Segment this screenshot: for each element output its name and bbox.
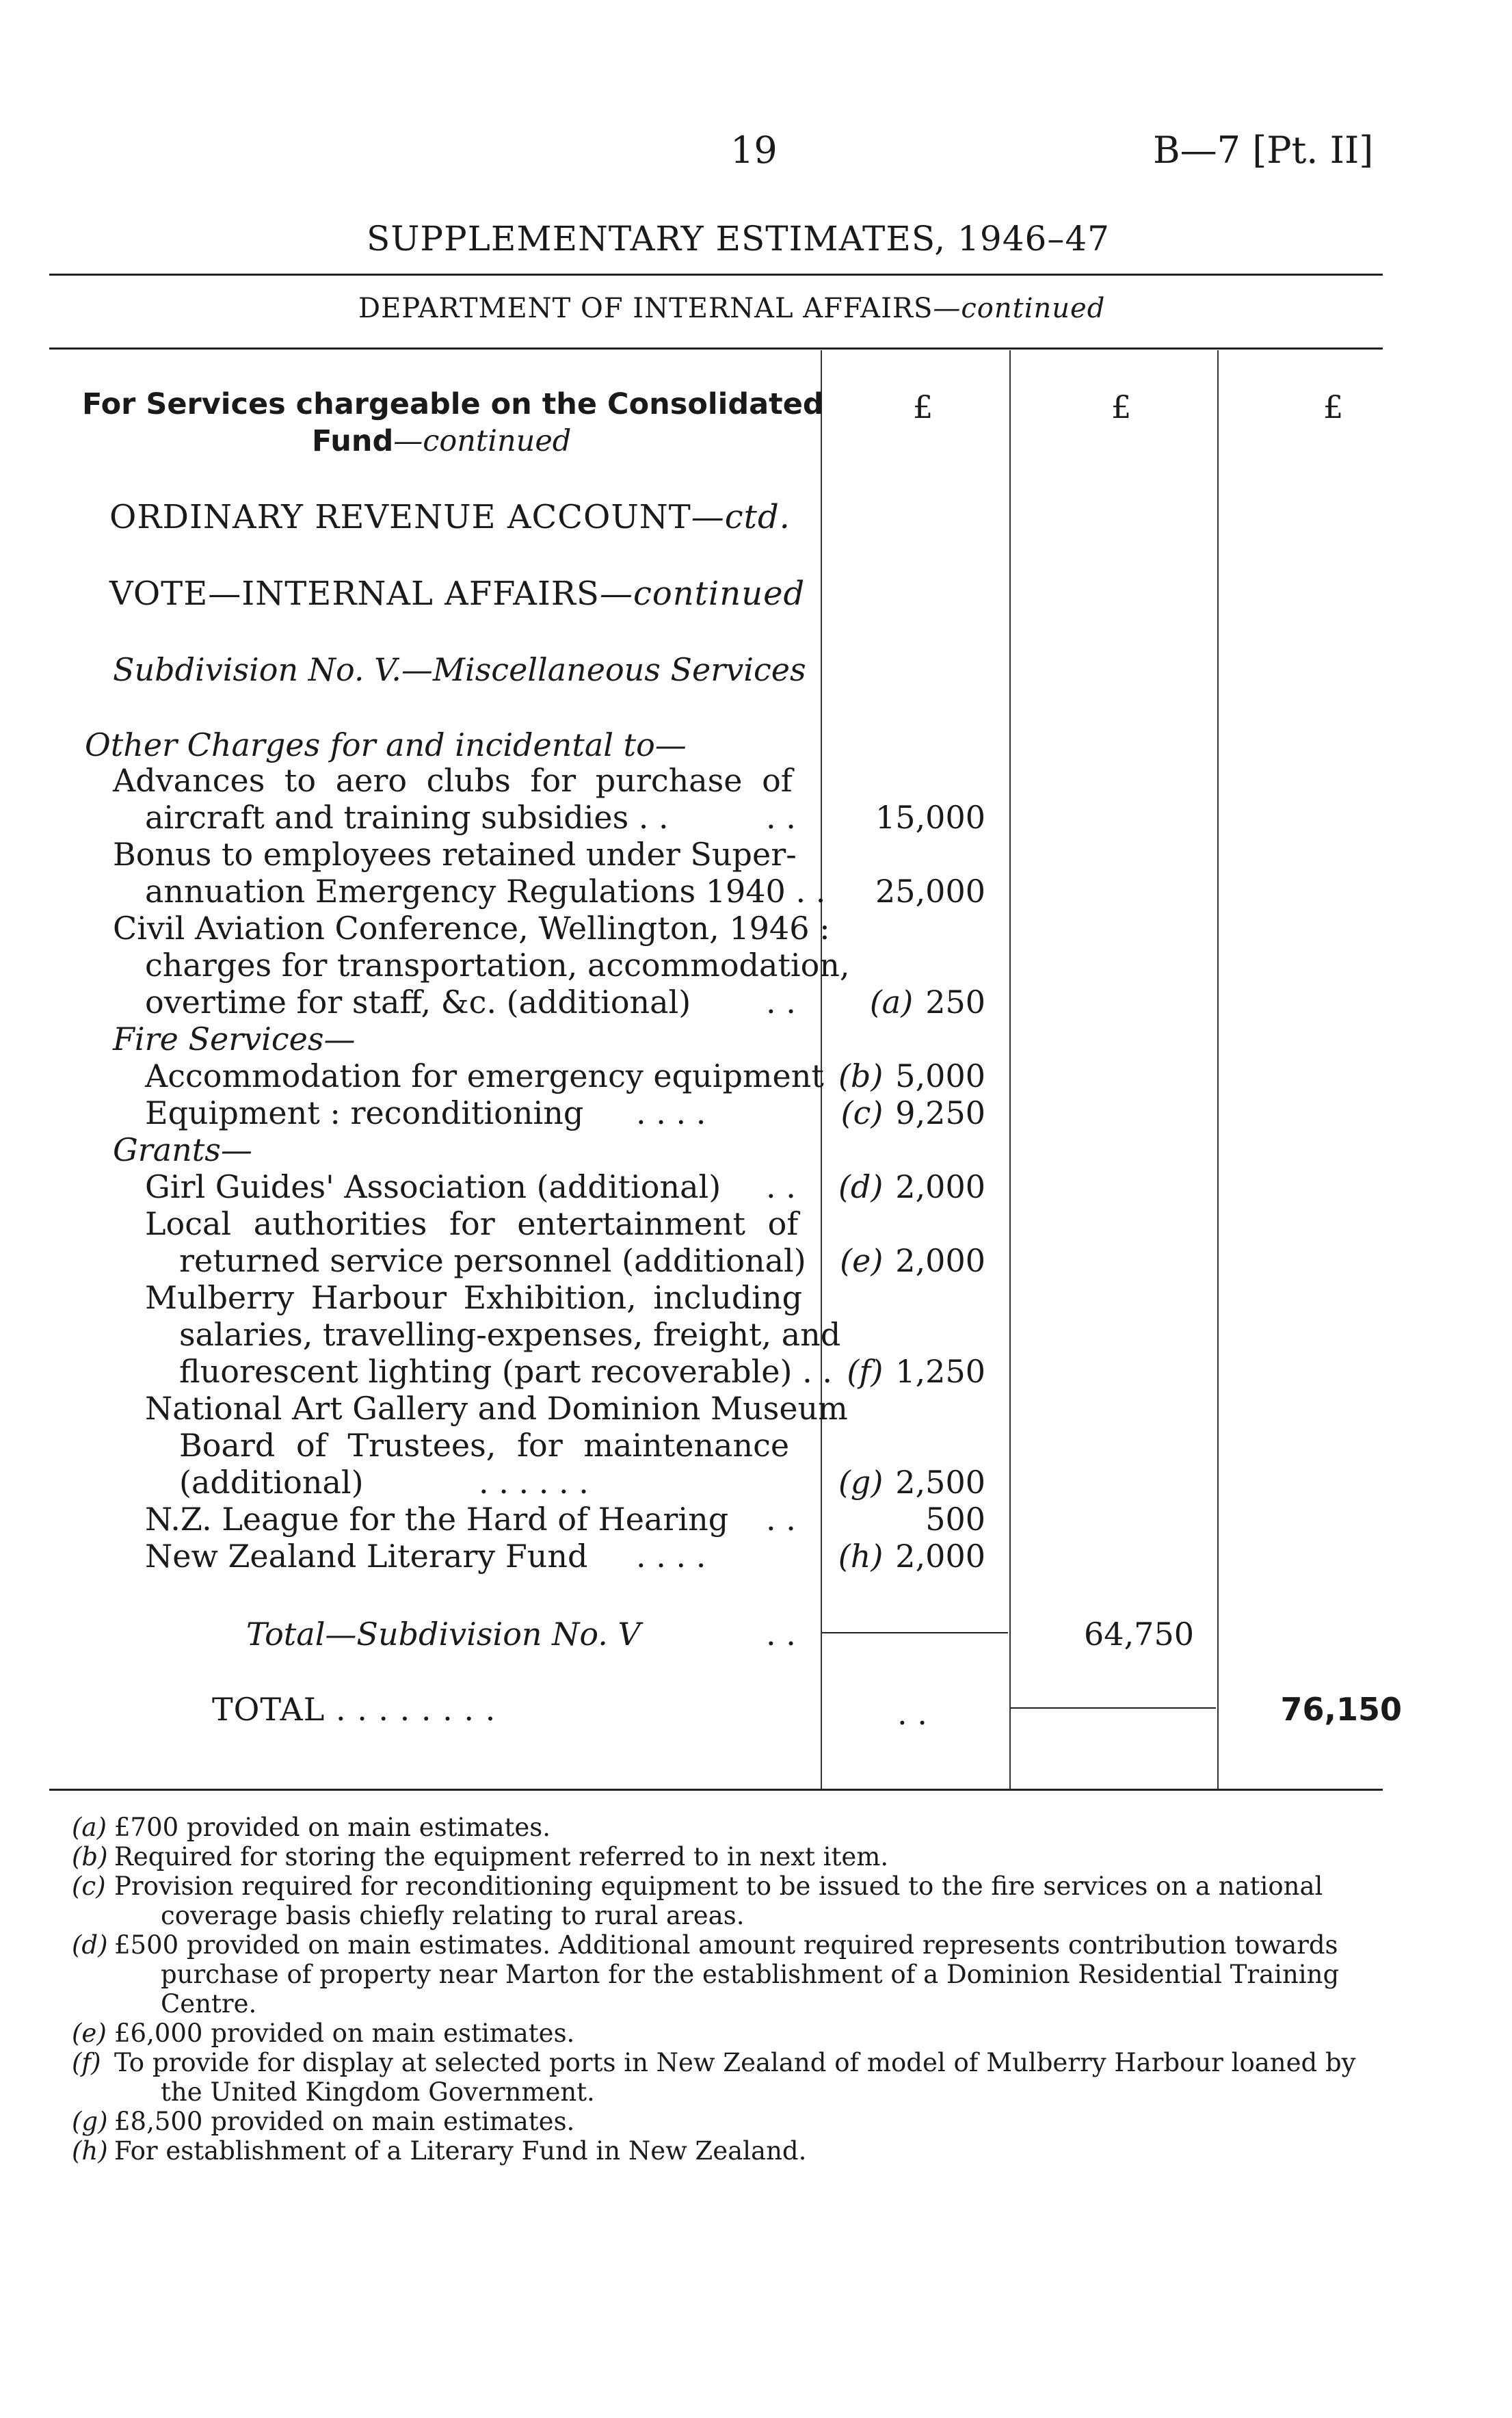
footnote-ref-c: (c) [840,1094,884,1131]
item-aero-line1: Advances to aero clubs for purchase of [113,762,793,799]
item-accommodation: Accommodation for emergency equipment [145,1057,824,1094]
item-gallery-line1: National Art Gallery and Dominion Museum [145,1390,848,1427]
footnote-continuation: purchase of property near Marton for the establishment of a Dominion Residential Training Centre. [161,1960,1340,2019]
girl-guides-amount-value: 2,000 [895,1168,985,1205]
other-charges-heading: Other Charges for and incidental to— [85,726,687,763]
item-local-line1: Local authorities for entertainment of [145,1205,799,1242]
footnote-label: (g) [72,2107,108,2136]
item-civil-line3: overtime for staff, &c. (additional) [145,984,691,1021]
table-bottom-rule [49,1789,1383,1791]
footnote-ref-g: (g) [838,1464,884,1501]
item-civil-line2: charges for transportation, accommodation, [145,947,850,984]
currency-header-1: £ [913,389,933,425]
item-literary: New Zealand Literary Fund [145,1538,588,1575]
equipment-amount-value: 9,250 [895,1094,985,1131]
vote-heading [109,575,805,613]
footnote-label: (h) [72,2136,108,2166]
department-heading [358,293,1105,324]
footnote-text: For establishment of a Literary Fund in New Zealand. [114,2136,807,2166]
footnote-label: (f) [72,2048,101,2077]
footnote-label: (e) [72,2019,107,2048]
accommodation-amount-value: 5,000 [895,1057,985,1094]
footnote-label: (c) [72,1871,106,1901]
total-rule [1011,1707,1216,1709]
vote-suffix: —continued [599,575,806,613]
item-local-line2: returned service personnel (additional) [179,1242,806,1279]
page-number: 19 [730,129,778,172]
currency-header-3: £ [1323,389,1344,425]
section-heading-line2 [312,424,571,458]
page-title: SUPPLEMENTARY ESTIMATES, 1946–47 [367,219,1110,259]
civil-amount-value: 250 [925,984,985,1021]
footnote-text: Provision required for reconditioning equipment to be issued to the fire services on a national [114,1871,1323,1901]
item-league: N.Z. League for the Hard of Hearing [145,1501,729,1538]
item-aero-dots: . . [766,799,796,836]
footnote-label: (a) [72,1813,107,1842]
item-mulberry-line2: salaries, travelling-expenses, freight, and [179,1316,841,1353]
grand-total-label: TOTAL . . . . . . . . [212,1691,496,1728]
mulberry-amount-value: 1,250 [895,1353,985,1390]
footnote-h [72,2136,1426,2166]
grand-total-amount: 76,150 [1280,1691,1402,1728]
item-mulberry-amount [818,1353,985,1390]
footnote-a [72,1813,1426,1842]
item-equipment-amount [818,1094,985,1131]
fire-services-heading: Fire Services— [113,1021,356,1057]
department-rule [49,347,1383,350]
account-suffix: —ctd. [691,498,791,536]
footnote-g [72,2107,1426,2136]
grand-total-col1-dots: . . [897,1695,927,1732]
gallery-amount-value: 2,500 [895,1464,985,1501]
footnote-text: Required for storing the equipment referred to in next item. [114,1842,889,1871]
subdivision-total-label: Total—Subdivision No. V [246,1616,641,1653]
footnote-ref-f: (f) [847,1353,884,1390]
subdivision-total-amount: 64,750 [1084,1616,1194,1653]
item-league-dots: . . [766,1501,796,1538]
title-rule [49,274,1383,276]
grants-heading: Grants— [113,1131,252,1168]
item-gallery-amount [818,1464,985,1501]
footnote-ref-h: (h) [838,1538,884,1575]
footnote-c [72,1871,1426,1930]
column-divider-2 [1009,350,1011,1790]
footnote-ref-e: (e) [840,1242,884,1279]
department-suffix: —continued [933,293,1106,324]
item-gallery-dots: . . . . . . [479,1464,589,1501]
department-name: DEPARTMENT OF INTERNAL AFFAIRS [358,293,933,324]
footnote-ref-b: (b) [838,1057,884,1094]
currency-header-2: £ [1111,389,1132,425]
literary-amount-value: 2,000 [895,1538,985,1575]
item-bonus-line1: Bonus to employees retained under Super- [113,836,797,873]
item-girl-guides-dots: . . [766,1168,796,1205]
fund-suffix: —continued [393,424,572,458]
item-bonus-line2: annuation Emergency Regulations 1940 . . [145,873,826,910]
item-gallery-line2: Board of Trustees, for maintenance [179,1427,790,1464]
column-divider-3 [1217,350,1219,1790]
item-local-amount [818,1242,985,1279]
footnote-b [72,1842,1426,1871]
footnote-ref-a: (a) [869,984,914,1021]
item-aero-amount: 15,000 [875,799,985,836]
section-heading-line1: For Services chargeable on the Consolidated [82,387,824,421]
item-equipment: Equipment : reconditioning [145,1094,584,1131]
subdivision-heading: Subdivision No. V.—Miscellaneous Services [113,651,806,688]
item-civil-amount [818,984,985,1021]
document-reference: B—7 [Pt. II] [1153,129,1374,172]
item-girl-guides: Girl Guides' Association (additional) [145,1168,721,1205]
item-literary-dots: . . . . [636,1538,706,1575]
footnote-text: £500 provided on main estimates. Additional amount required represents contribution towards [114,1930,1338,1960]
item-literary-amount [818,1538,985,1575]
subdivision-total-dots: . . [766,1616,796,1653]
item-mulberry-line1: Mulberry Harbour Exhibition, including [145,1279,803,1316]
item-girl-guides-amount [818,1168,985,1205]
item-bonus-amount: 25,000 [875,873,985,910]
item-civil-line1: Civil Aviation Conference, Wellington, 1946 : [113,910,830,947]
item-mulberry-line3: fluorescent lighting (part recoverable) . . [179,1353,832,1390]
footnote-ref-d: (d) [838,1168,884,1205]
subtotal-rule [822,1632,1008,1633]
footnote-text: £6,000 provided on main estimates. [114,2019,575,2048]
footnote-label: (b) [72,1842,108,1871]
footnote-continuation: coverage basis chiefly relating to rural areas. [161,1901,745,1930]
footnote-f [72,2048,1426,2107]
footnote-text: £700 provided on main estimates. [114,1813,551,1842]
footnote-text: £8,500 provided on main estimates. [114,2107,575,2136]
footnote-d [72,1930,1426,2019]
item-aero-line2: aircraft and training subsidies . . [145,799,669,836]
item-league-amount: 500 [925,1501,985,1538]
item-civil-dots: . . [766,984,796,1021]
item-equipment-dots: . . . . [636,1094,706,1131]
footnote-label: (d) [72,1930,108,1960]
local-amount-value: 2,000 [895,1242,985,1279]
fund-label: Fund [312,424,394,458]
footnote-continuation: the United Kingdom Government. [161,2077,595,2107]
footnote-e [72,2019,1426,2048]
account-heading [109,498,791,536]
account-name: ORDINARY REVENUE ACCOUNT [109,498,691,536]
item-accommodation-amount [818,1057,985,1094]
footnote-text: To provide for display at selected ports in New Zealand of model of Mulberry Harbour loaned by [114,2048,1356,2077]
vote-name: VOTE—INTERNAL AFFAIRS [109,575,600,613]
item-gallery-line3: (additional) [179,1464,364,1501]
